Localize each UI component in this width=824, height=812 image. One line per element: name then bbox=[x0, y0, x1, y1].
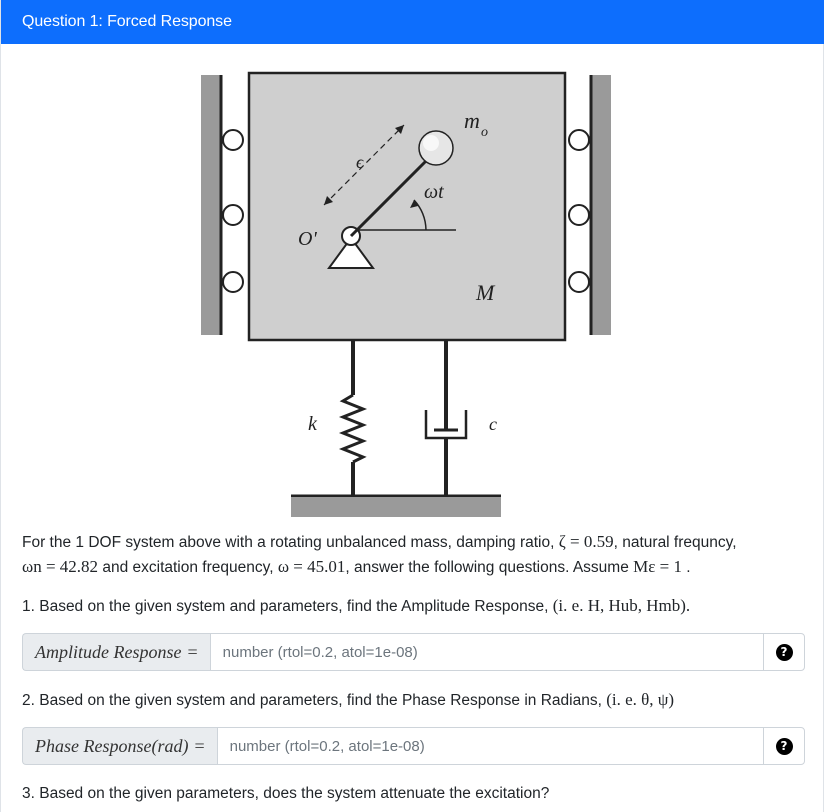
m-epsilon-value: Mε = 1 bbox=[633, 557, 682, 576]
question-2-text: 2. Based on the given system and parameters, find the Phase Response in Radians, (i. e. θ, ψ) bbox=[22, 690, 675, 709]
phase-label: Phase Response(rad) = bbox=[22, 727, 217, 765]
phase-input-group bbox=[22, 727, 805, 765]
label-omega-t: ωt bbox=[424, 181, 444, 203]
label-c: c bbox=[489, 414, 497, 434]
question-1-text: 1. Based on the given system and parameters, find the Amplitude Response, (i. e. H, Hub, Hmb). bbox=[22, 596, 691, 615]
label-m-o: m bbox=[464, 108, 480, 133]
svg-text:o: o bbox=[481, 125, 488, 140]
amplitude-input[interactable] bbox=[210, 633, 763, 671]
omega-value: ω = 45.01 bbox=[277, 557, 346, 576]
right-rail bbox=[591, 75, 611, 335]
label-epsilon: ϵ bbox=[356, 152, 364, 172]
question-mark-icon: ? bbox=[776, 738, 793, 755]
omega-n-value: ωn = 42.82 bbox=[22, 557, 99, 576]
problem-statement: For the 1 DOF system above with a rotating unbalanced mass, damping ratio, ζ = 0.59, natural frequncy, ωn = 42.82 and excitation frequency, ω = 45.01, answer the following questions. Assume Mε = 1 . bbox=[22, 532, 737, 576]
question-3-text: 3. Based on the given parameters, does the system attenuate the excitation? bbox=[22, 785, 550, 802]
zeta-value: ζ = 0.59 bbox=[558, 532, 614, 551]
phase-help-button[interactable] bbox=[763, 727, 805, 765]
mass-box bbox=[249, 73, 565, 340]
label-pivot: O' bbox=[298, 228, 317, 250]
amplitude-input-group bbox=[22, 633, 805, 671]
amplitude-label: Amplitude Response = bbox=[22, 633, 210, 671]
phase-input[interactable] bbox=[217, 727, 763, 765]
question-title: Question 1: Forced Response bbox=[1, 0, 824, 44]
system-diagram bbox=[196, 70, 616, 520]
label-M: M bbox=[476, 280, 495, 305]
left-rail bbox=[201, 75, 221, 335]
question-mark-icon: ? bbox=[776, 644, 793, 661]
amplitude-help-button[interactable] bbox=[763, 633, 805, 671]
ground bbox=[291, 497, 501, 517]
label-k: k bbox=[308, 413, 317, 435]
